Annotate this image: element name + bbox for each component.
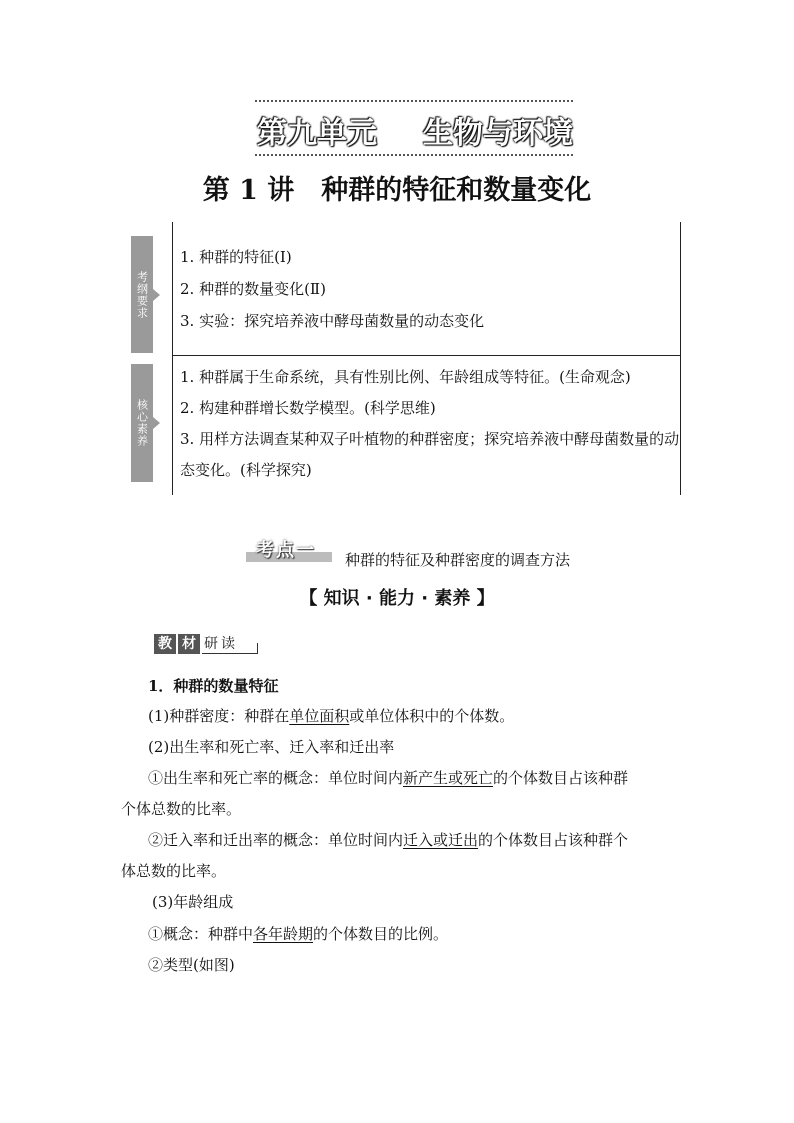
box-right-border bbox=[680, 222, 681, 495]
unit-title-banner bbox=[255, 100, 573, 156]
study-tag-underline bbox=[202, 653, 258, 654]
study-tag-char: 教 bbox=[154, 634, 176, 654]
requirement-item: 1. 种群的特征(Ⅰ) bbox=[180, 248, 292, 266]
study-tag-corner bbox=[257, 643, 258, 654]
literacy-label: 核心素养 bbox=[131, 364, 153, 482]
unit-number: 第九单元 bbox=[257, 116, 377, 151]
key-term: 新产生或死亡 bbox=[403, 769, 494, 787]
paragraph: ①概念：种群中各年龄期的个体数目的比例。 bbox=[148, 925, 449, 943]
requirement-item: 2. 种群的数量变化(Ⅱ) bbox=[180, 280, 326, 298]
paragraph: (2)出生率和死亡率、迁入率和迁出率 bbox=[148, 738, 395, 756]
paragraph-continuation: 个体总数的比率。 bbox=[121, 800, 242, 818]
study-tag-char: 材 bbox=[178, 634, 200, 654]
box-divider bbox=[172, 355, 681, 356]
box-left-border bbox=[172, 222, 173, 495]
kaodian-title: 种群的特征及种群密度的调查方法 bbox=[345, 551, 571, 569]
paragraph: ②类型(如图) bbox=[148, 956, 235, 974]
requirement-item: 3. 实验：探究培养液中酵母菌数量的动态变化 bbox=[180, 312, 485, 330]
study-tag-text: 研读 bbox=[204, 636, 238, 652]
paragraph: (1)种群密度：种群在单位面积或单位体积中的个体数。 bbox=[148, 707, 515, 725]
requirements-label: 考纲要求 bbox=[131, 236, 153, 353]
key-term: 单位面积 bbox=[289, 707, 350, 725]
literacy-item: 1. 种群属于生命系统，具有性别比例、年龄组成等特征。(生命观念) bbox=[180, 368, 631, 386]
literacy-item: 2. 构建种群增长数学模型。(科学思维) bbox=[180, 399, 436, 417]
unit-name: 生物与环境 bbox=[423, 116, 573, 151]
paragraph-continuation: 体总数的比率。 bbox=[121, 862, 227, 880]
kaodian-tag: 考点一 bbox=[256, 540, 316, 561]
lecture-title: 第 1 讲 种群的特征和数量变化 bbox=[202, 175, 592, 206]
literacy-item: 3. 用样方法调查某种双子叶植物的种群密度；探究培养液中酵母菌数量的动态变化。(科学探究) bbox=[180, 430, 680, 479]
paragraph: ②迁入率和迁出率的概念：单位时间内迁入或迁出的个体数目占该种群个 bbox=[148, 831, 629, 849]
key-term: 各年龄期 bbox=[253, 925, 314, 943]
subheading: 【 知识 · 能力 · 素养 】 bbox=[299, 588, 495, 609]
section-heading: 1．种群的数量特征 bbox=[148, 677, 279, 695]
paragraph: (3)年龄组成 bbox=[152, 893, 234, 911]
paragraph: ①出生率和死亡率的概念：单位时间内新产生或死亡的个体数目占该种群 bbox=[148, 769, 629, 787]
key-term: 迁入或迁出 bbox=[403, 831, 479, 849]
